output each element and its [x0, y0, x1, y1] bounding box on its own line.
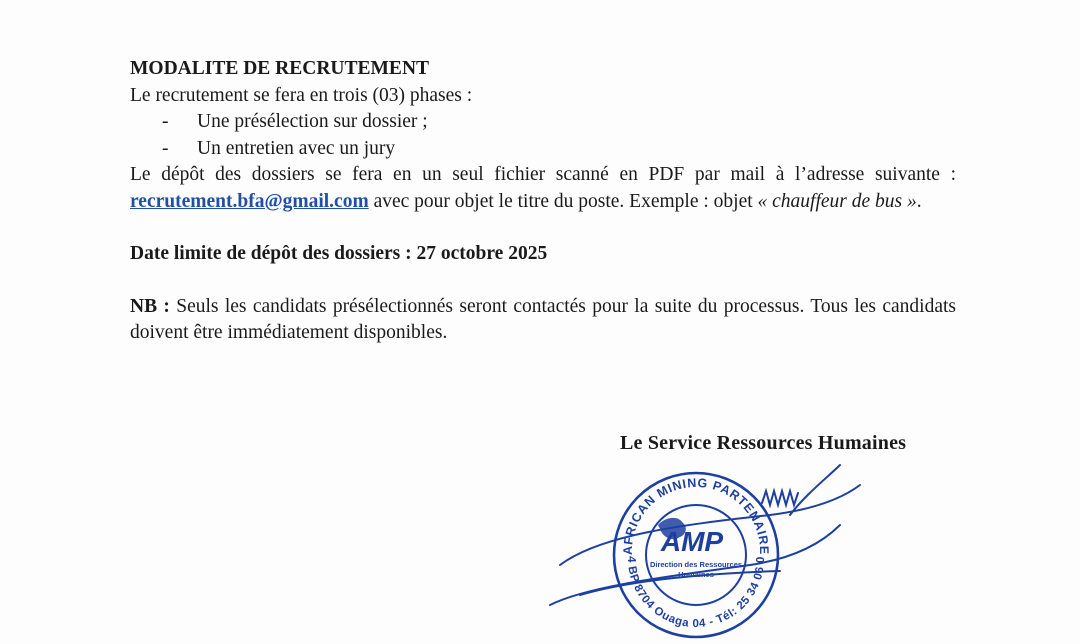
stamp-dept-line1: Direction des Ressources	[649, 560, 743, 569]
phase-text: Une présélection sur dossier ;	[197, 111, 428, 132]
bullet-dash: -	[162, 111, 169, 132]
list-item	[130, 109, 956, 136]
deadline-text: Date limite de dépôt des dossiers : 27 octobre 2025	[130, 243, 548, 264]
deposit-text-after: avec pour objet le titre du poste. Exemple : objet	[368, 190, 758, 212]
document-body	[130, 56, 956, 347]
deposit-text: Le dépôt des dossiers se fera en un seul fichier scanné en PDF par mail à l’adresse suivante :	[130, 164, 956, 185]
stamp-dept-line2: Humaines	[678, 570, 714, 579]
company-stamp	[540, 455, 880, 639]
list-item	[130, 136, 956, 163]
phases-list	[130, 109, 956, 162]
bullet-dash: -	[162, 137, 169, 159]
nb-label: NB :	[130, 295, 170, 317]
deposit-paragraph	[130, 162, 956, 215]
phase-text: Un entretien avec un jury	[197, 137, 396, 159]
stamp-svg	[540, 455, 880, 639]
email-link[interactable]: recrutement.bfa@gmail.com	[130, 190, 369, 212]
stamp-logo-text: AMP	[660, 526, 724, 557]
example-text: « chauffeur de bus »	[757, 190, 917, 212]
deposit-end: .	[916, 190, 922, 212]
nb-text: Seuls les candidats présélectionnés seront contactés pour la suite du processus. Tous les candidats doivent être immédiatement disponibles.	[130, 295, 956, 343]
amp-logo	[650, 518, 742, 579]
signature-title: Le Service Ressources Humaines	[620, 432, 907, 454]
nb-paragraph	[130, 294, 956, 347]
stamp-ring-bottom-text: 4 BP 8704 Ouaga 04 - Tél: 25 34 06 0	[624, 556, 768, 631]
intro-text: Le recrutement se fera en trois (03) phases :	[130, 84, 473, 106]
stamp-ring-top-text: AFRICAN MINING PARTENAIRE	[620, 475, 772, 556]
section-heading: MODALITE DE RECRUTEMENT	[130, 58, 430, 79]
